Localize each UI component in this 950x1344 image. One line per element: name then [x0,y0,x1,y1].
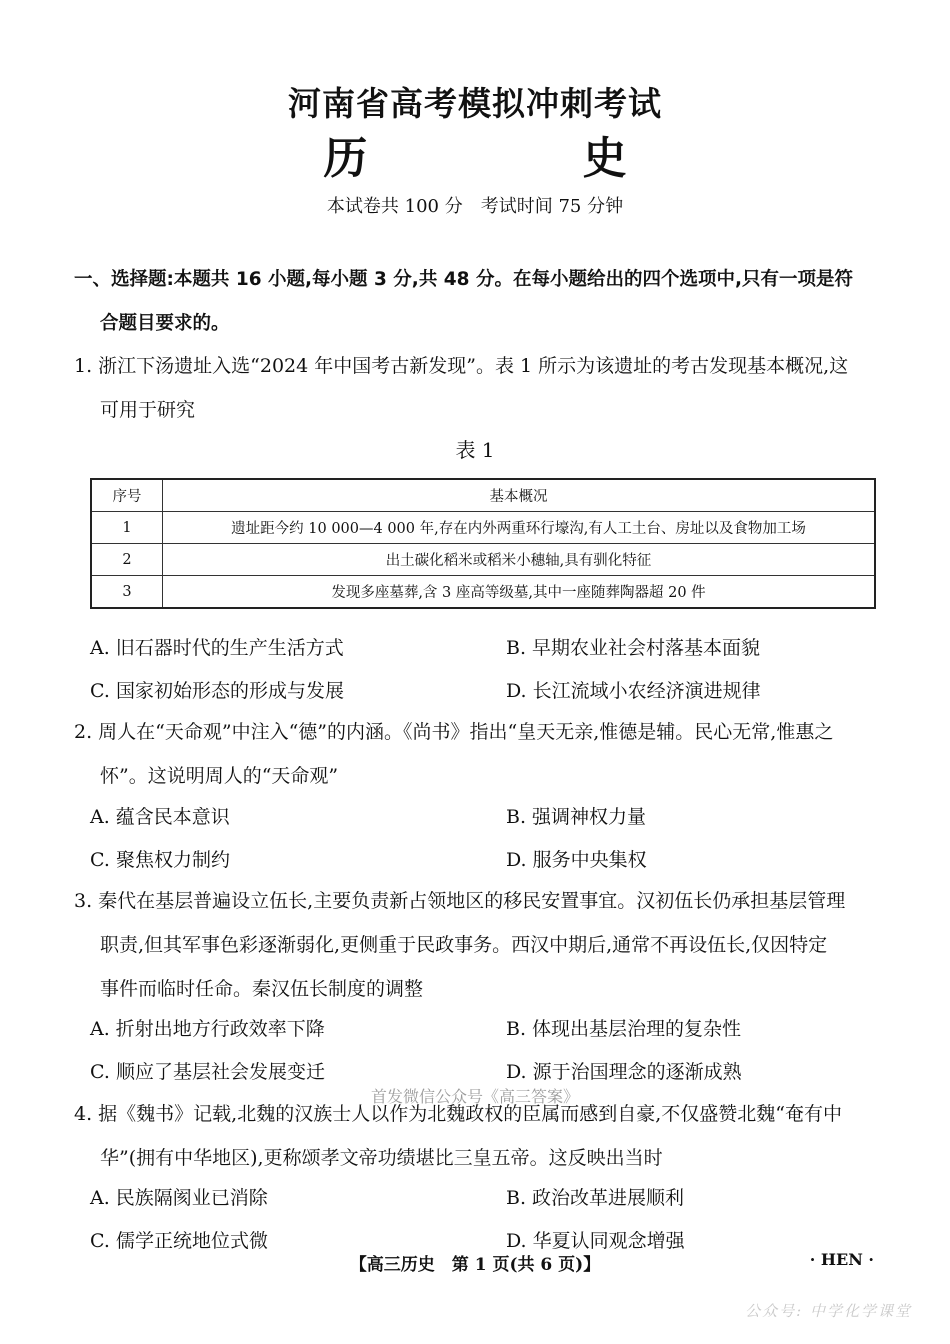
table-cell: 2 [91,544,163,576]
table-header-row [91,479,875,512]
question-2-line1: 2. 周人在“天命观”中注入“德”的内涵。《尚书》指出“皇天无亲,惟德是辅。民心无常,惟惠之 [74,721,834,743]
q2-option-a: A. 蕴含民本意识 [90,806,230,828]
q4-option-c: C. 儒学正统地位式微 [90,1230,268,1252]
question-3-line3: 事件而临时任命。秦汉伍长制度的调整 [100,978,424,1000]
exam-title: 河南省高考模拟冲刺考试 [288,84,662,123]
q2-option-d: D. 服务中央集权 [506,849,647,871]
exam-code: · HEN · [809,1250,874,1269]
question-4-stem [74,1092,880,1180]
q2-option-c: C. 聚焦权力制约 [90,849,230,871]
question-2-stem [74,710,880,798]
question-1-line2: 可用于研究 [100,399,196,421]
section-heading-line1: 一、选择题:本题共 16 小题,每小题 3 分,共 48 分。在每小题给出的四个选项中,只有一项是符 [74,269,853,290]
table-header-cell: 序号 [91,479,163,512]
table-row [91,544,875,576]
question-2-line2: 怀”。这说明周人的“天命观” [100,765,339,787]
section-heading-line2: 合题目要求的。 [100,313,230,334]
q4-option-b: B. 政治改革进展顺利 [506,1187,685,1209]
exam-info: 本试卷共 100 分 考试时间 75 分钟 [326,196,624,217]
question-3-stem [74,879,880,1011]
table-cell: 3 [91,576,163,609]
q1-option-a: A. 旧石器时代的生产生活方式 [90,637,344,659]
table-header-cell: 基本概况 [163,479,876,512]
q1-option-b: B. 早期农业社会村落基本面貌 [506,637,761,659]
q1-option-d: D. 长江流域小农经济演进规律 [506,680,761,702]
q3-option-b: B. 体现出基层治理的复杂性 [506,1018,742,1040]
question-3-line2: 职责,但其军事色彩逐渐弱化,更侧重于民政事务。西汉中期后,通常不再设伍长,仅因特定 [100,934,828,956]
section-heading [74,258,880,346]
table-cell: 出土碳化稻米或稻米小穗轴,具有驯化特征 [163,544,876,576]
table-row [91,512,875,544]
corner-watermark: 公众号: 中学化学课堂 [745,1302,912,1320]
q1-option-c: C. 国家初始形态的形成与发展 [90,680,344,702]
q3-option-a: A. 折射出地方行政效率下降 [90,1018,325,1040]
question-4-line1: 4. 据《魏书》记载,北魏的汉族士人以作为北魏政权的臣属而感到自豪,不仅盛赞北魏“奄有中 [74,1103,842,1125]
question-3-line1: 3. 秦代在基层普遍设立伍长,主要负责新占领地区的移民安置事宜。汉初伍长仍承担基层管理 [74,890,846,912]
table-1 [90,478,876,609]
q2-option-b: B. 强调神权力量 [506,806,647,828]
question-1-line1: 1. 浙江下汤遗址入选“2024 年中国考古新发现”。表 1 所示为该遗址的考古发现基本概况,这 [74,355,849,377]
q4-option-a: A. 民族隔阂业已消除 [90,1187,268,1209]
table-1-caption: 表 1 [455,438,495,462]
question-4-line2: 华”(拥有中华地区),更称颂孝文帝功绩堪比三皇五帝。这反映出当时 [100,1147,663,1169]
q3-option-d: D. 源于治国理念的逐渐成熟 [506,1061,742,1083]
table-cell: 发现多座墓葬,含 3 座高等级墓,其中一座随葬陶器超 20 件 [163,576,876,609]
table-cell: 1 [91,512,163,544]
page-footer: 【高三历史 第 1 页(共 6 页)】 [349,1255,601,1275]
q4-option-d: D. 华夏认同观念增强 [506,1230,685,1252]
q3-option-c: C. 顺应了基层社会发展变迁 [90,1061,325,1083]
watermark-text: 首发微信公众号《高三答案》 [370,1087,579,1106]
subject-title: 历 史 [323,133,727,184]
question-1-stem [74,344,880,432]
table-cell: 遗址距今约 10 000—4 000 年,存在内外两重环行壕沟,有人工土台、房址以及食物加工场 [163,512,876,544]
table-row [91,576,875,609]
